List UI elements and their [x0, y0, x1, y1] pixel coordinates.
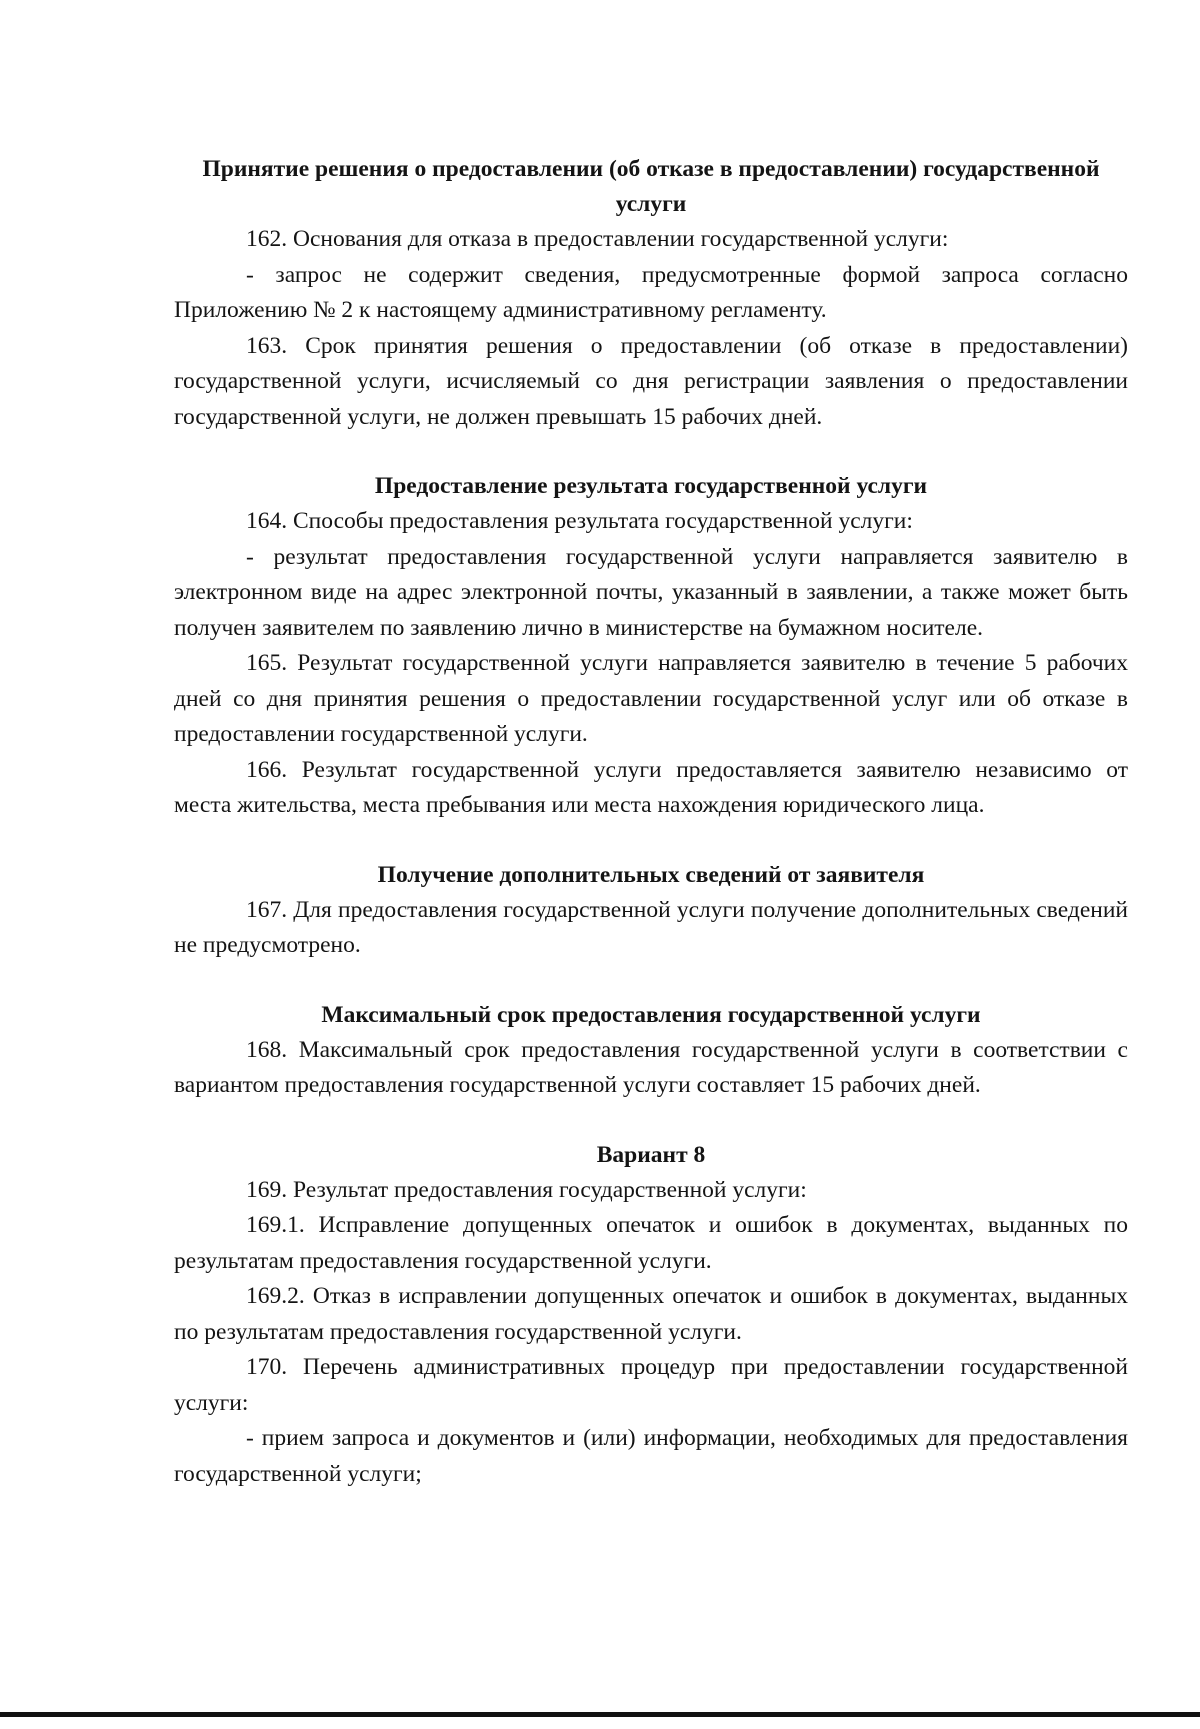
section-result-delivery — [174, 469, 1128, 824]
paragraph-162: 162. Основания для отказа в предоставлении государственной услуги: — [246, 226, 949, 252]
paragraph-169-2: 169.2. Отказ в исправлении допущенных опечаток и ошибок в документах, выданных по результатам предоставления государственной услуги. — [174, 1283, 1128, 1345]
section-heading: Получение дополнительных сведений от заявителя — [377, 861, 925, 888]
paragraph-165: 165. Результат государственной услуги направляется заявителю в течение 5 рабочих дней со дня принятия решения о предоставлении государственной услуг или об отказе в предоставлении государственной услуги. — [174, 650, 1128, 747]
page-bottom-rule — [0, 1712, 1200, 1717]
paragraph-164: 164. Способы предоставления результата государственной услуги: — [246, 508, 913, 534]
paragraph-169: 169. Результат предоставления государственной услуги: — [246, 1176, 807, 1203]
paragraph-164-item: - результат предоставления государственной услуги направляется заявителю в электронном виде на адрес электронной почты, указанный в заявлении, а также может быть получен заявителем по заявлению лично в министерстве на бумажном носителе. — [174, 543, 1128, 641]
paragraph-170-item: - прием запроса и документов и (или) информации, необходимых для предоставления государственной услуги; — [174, 1425, 1128, 1487]
section-heading: Принятие решения о предоставлении (об отказе в предоставлении) государственной услуги — [202, 156, 1100, 217]
paragraph-166: 166. Результат государственной услуги предоставляется заявителю независимо от места жительства, места пребывания или места нахождения юридического лица. — [174, 756, 1128, 818]
paragraph-163: 163. Срок принятия решения о предоставлении (об отказе в предоставлении) государственной услуги, исчисляемый со дня регистрации заявления о предоставлении государственной услуги, не должен превышать 15 рабочих дней. — [174, 332, 1128, 430]
section-heading: Вариант 8 — [596, 1141, 706, 1168]
section-heading: Максимальный срок предоставления государственной услуги — [321, 1001, 981, 1028]
paragraph-168: 168. Максимальный срок предоставления государственной услуги в соответствии с вариантом предоставления государственной услуги составляет 15 рабочих дней. — [174, 1036, 1128, 1098]
paragraph-167: 167. Для предоставления государственной услуги получение дополнительных сведений не предусмотрено. — [174, 896, 1128, 958]
paragraph-162-item: - запрос не содержит сведения, предусмотренные формой запроса согласно Приложению № 2 к настоящему административному регламенту. — [174, 261, 1128, 323]
paragraph-169-1: 169.1. Исправление допущенных опечаток и ошибок в документах, выданных по результатам предоставления государственной услуги. — [174, 1212, 1128, 1274]
section-decision — [174, 152, 1128, 435]
section-variant-8 — [174, 1138, 1128, 1493]
section-max-term — [174, 998, 1128, 1104]
document-body — [174, 152, 1128, 1492]
section-additional-info — [174, 858, 1128, 964]
paragraph-170: 170. Перечень административных процедур при предоставлении государственной услуги: — [174, 1354, 1128, 1416]
section-heading: Предоставление результата государственной услуги — [374, 473, 928, 499]
